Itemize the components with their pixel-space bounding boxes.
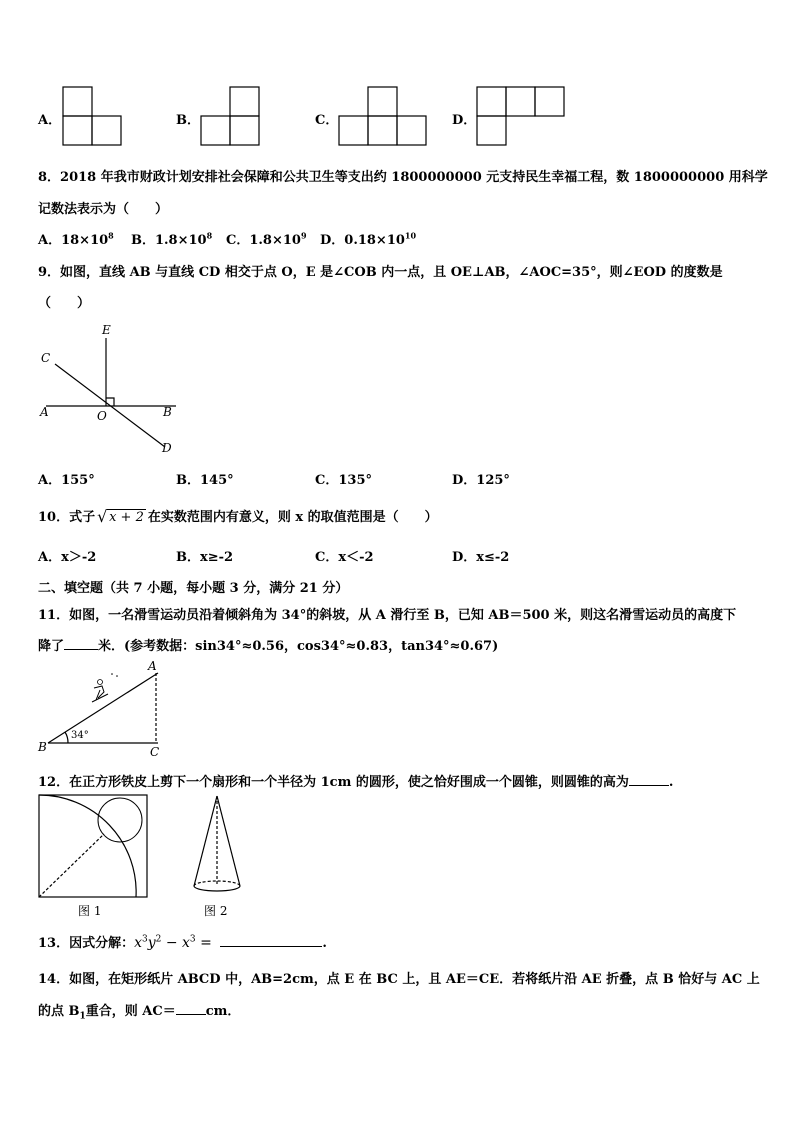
- q9-option-b: B．145°: [176, 473, 234, 488]
- q9-question-line2: （ ）: [38, 296, 91, 311]
- q10-option-c: C．x＜-2: [315, 550, 374, 565]
- q7-option-d-figure: [476, 86, 568, 146]
- q12-fig1-caption: 图 1: [78, 904, 102, 918]
- q9-option-c: C．135°: [315, 473, 372, 488]
- q12-answer-blank[interactable]: [629, 785, 669, 786]
- q9-label-c: C: [41, 351, 51, 365]
- q11-label-a: A: [148, 659, 157, 673]
- q7-option-b-figure: [200, 86, 262, 146]
- q8-option-b: B．$1.8\times 10^8$: [131, 230, 213, 248]
- q11-question-line1: 11．如图，一名滑雪运动员沿着倾斜角为 34°的斜坡，从 A 滑行至 B，已知 AB＝500 米，则这名滑雪运动员的高度下: [38, 608, 737, 623]
- q12-figure-2: [190, 794, 250, 918]
- q8-question-line2: 记数法表示为（ ）: [38, 202, 169, 217]
- q10-option-a: A．x＞-2: [38, 550, 97, 565]
- radical-icon: √: [97, 507, 108, 526]
- q14-question-line2: 的点 $B_1$重合，则 AC＝ cm．: [38, 1004, 241, 1022]
- q11-figure: [38, 660, 168, 760]
- q14-answer-blank[interactable]: [176, 1014, 206, 1015]
- q8-option-c: C．$1.8\times 10^9$: [226, 230, 307, 248]
- q7-option-a-figure: [62, 86, 124, 146]
- q7-option-c-label: C．: [315, 113, 339, 128]
- q14-question-line1: 14．如图，在矩形纸片 ABCD 中，AB=2cm，点 E 在 BC 上，且 AE＝CE．若将纸片沿 AE 折叠，点 B 恰好与 AC 上: [38, 972, 760, 987]
- q11-label-b: B: [38, 740, 47, 754]
- q9-question-line1: 9．如图，直线 AB 与直线 CD 相交于点 O，E 是∠COB 内一点，且 OE⊥AB，∠AOC=35°，则∠EOD 的度数是: [38, 265, 723, 280]
- q12-fig2-caption: 图 2: [204, 904, 228, 918]
- q11-label-c: C: [150, 745, 160, 759]
- skier-icon: [92, 673, 118, 702]
- q10-sqrt-expression: √ x + 2: [97, 507, 144, 526]
- q9-label-b: B: [163, 405, 172, 419]
- section-title: 二、填空题（共 7 小题，每小题 3 分，满分 21 分）: [38, 581, 349, 596]
- q8-option-d: D．$0.18\times 10^{10}$: [320, 230, 417, 248]
- q9-figure: [38, 322, 188, 457]
- q10-question: 10．式子 √ x + 2 在实数范围内有意义，则 x 的取值范围是（ ）: [38, 507, 438, 526]
- q13-question: 13．因式分解：$x^3y^2 - x^3$ = .: [38, 934, 327, 951]
- q8-option-a: A．$18\times 10^8$: [38, 230, 114, 248]
- q10-option-b: B．x≥-2: [176, 550, 234, 565]
- q7-option-c-figure: [338, 86, 430, 146]
- q10-option-d: D．x≤-2: [452, 550, 510, 565]
- q12-figure-1: [38, 794, 150, 918]
- q7-option-b-label: B．: [176, 113, 200, 128]
- q12-question: 12．在正方形铁皮上剪下一个扇形和一个半径为 1cm 的圆形，使之恰好围成一个圆锥，则圆锥的高为 .: [38, 775, 674, 790]
- q9-option-d: D．125°: [452, 473, 510, 488]
- q13-answer-blank[interactable]: [220, 946, 322, 947]
- q9-option-a: A．155°: [38, 473, 95, 488]
- q9-label-e: E: [102, 323, 111, 337]
- q11-answer-blank[interactable]: [64, 649, 98, 650]
- q7-option-d-label: D．: [452, 113, 477, 128]
- q9-label-d: D: [162, 441, 172, 455]
- q13-expression: $x^3y^2 - x^3$ =: [134, 934, 212, 951]
- q7-option-a-label: A．: [38, 113, 62, 128]
- q11-angle-label: 34°: [71, 730, 89, 741]
- q8-question-line1: 8．2018 年我市财政计划安排社会保障和公共卫生等支出约 1800000000 元支持民生幸福工程，数 1800000000 用科学: [38, 170, 768, 185]
- q9-label-o: O: [97, 409, 107, 423]
- q11-question-line2: 降了 米．(参考数据：sin34°≈0.56，cos34°≈0.83，tan34°≈0.67): [38, 639, 499, 654]
- q9-label-a: A: [40, 405, 49, 419]
